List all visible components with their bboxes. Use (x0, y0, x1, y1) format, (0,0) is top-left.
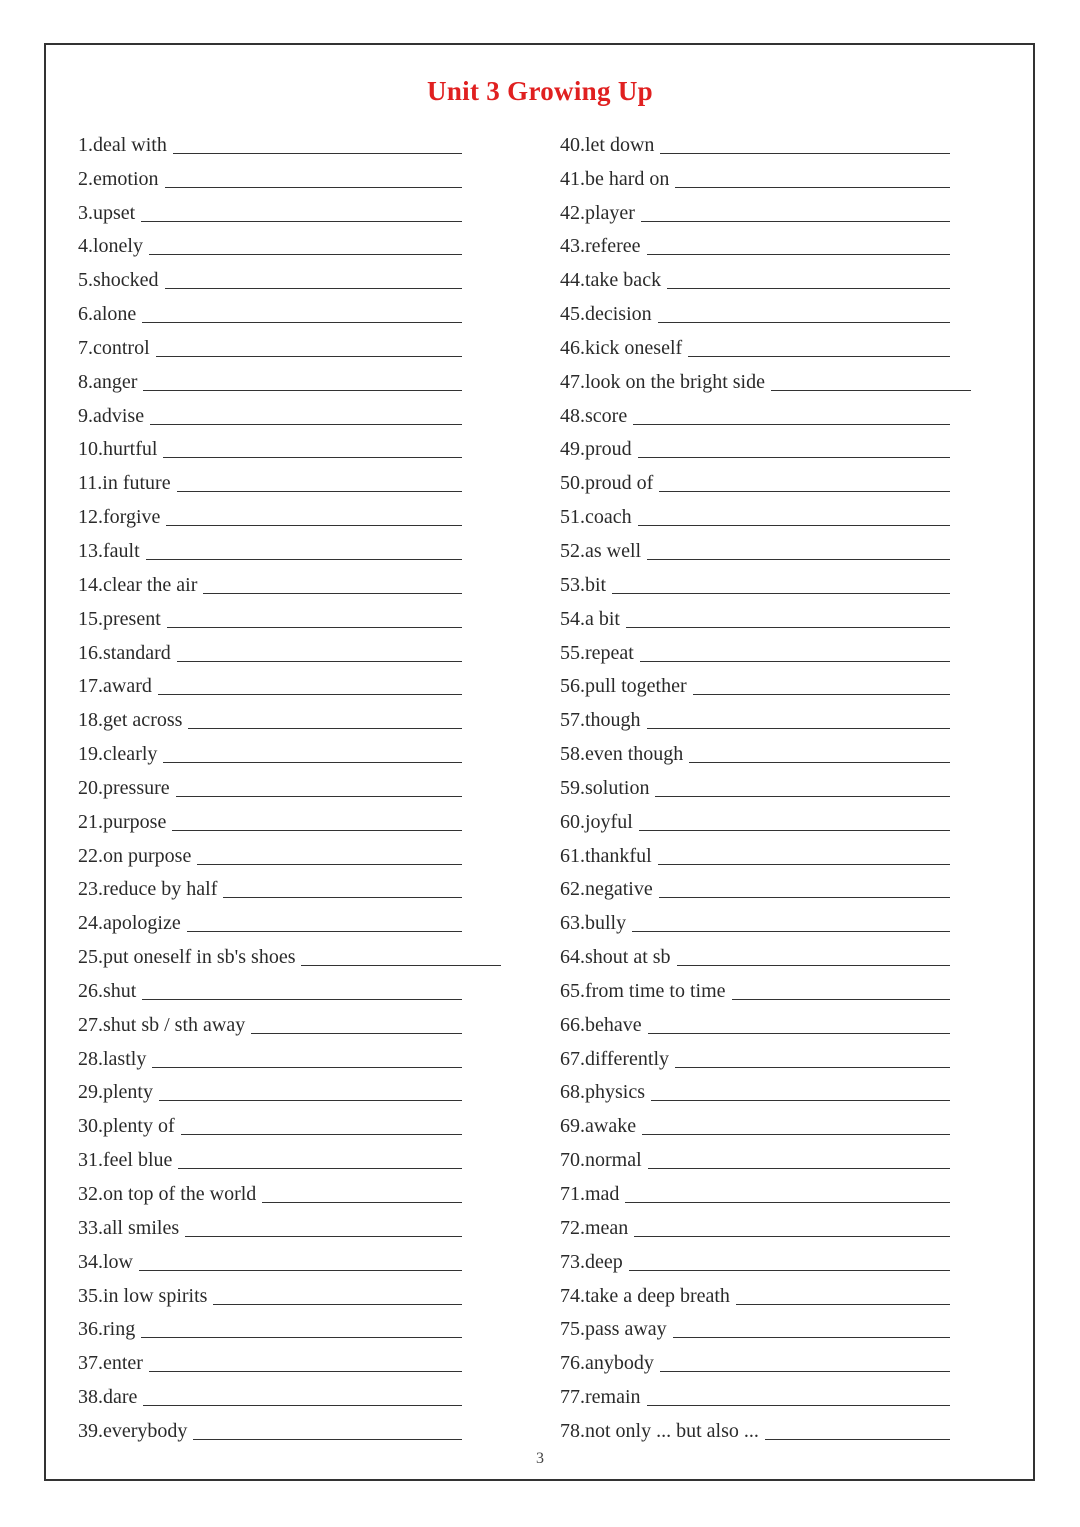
vocab-term: 35.in low spirits (78, 1284, 208, 1307)
vocab-item (560, 229, 971, 263)
vocab-item (560, 195, 971, 229)
vocab-item (78, 229, 501, 263)
vocab-term: 72.mean (560, 1216, 629, 1239)
vocab-term: 13.fault (78, 539, 140, 562)
vocab-item (560, 1007, 971, 1041)
answer-blank[interactable] (146, 558, 462, 560)
answer-blank[interactable] (139, 1269, 462, 1271)
answer-blank[interactable] (732, 998, 950, 1000)
vocab-term: 18.get across (78, 709, 183, 732)
answer-blank[interactable] (765, 1438, 950, 1440)
vocab-term: 28.lastly (78, 1047, 147, 1070)
vocab-item (560, 1379, 971, 1413)
vocab-item (560, 1075, 971, 1109)
vocab-term: 44.take back (560, 269, 662, 292)
answer-blank[interactable] (187, 930, 462, 932)
vocab-item (78, 1007, 501, 1041)
vocab-term: 74.take a deep breath (560, 1284, 730, 1307)
vocab-item (560, 804, 971, 838)
vocab-term: 2.emotion (78, 167, 159, 190)
vocab-item (560, 364, 971, 398)
answer-blank[interactable] (688, 355, 950, 357)
vocab-item (78, 499, 501, 533)
answer-blank[interactable] (251, 1032, 462, 1034)
answer-blank[interactable] (655, 795, 950, 797)
vocab-item (560, 702, 971, 736)
vocab-item (560, 601, 971, 635)
vocab-item (78, 296, 501, 330)
vocab-item (560, 161, 971, 195)
vocab-item (78, 838, 501, 872)
answer-blank[interactable] (156, 355, 462, 357)
vocab-term: 45.decision (560, 303, 652, 326)
answer-blank[interactable] (165, 186, 462, 188)
answer-blank[interactable] (149, 1370, 462, 1372)
vocab-item (560, 1312, 971, 1346)
vocab-item (78, 1278, 501, 1312)
vocab-item (560, 398, 971, 432)
vocab-term: 65.from time to time (560, 979, 726, 1002)
answer-blank[interactable] (639, 829, 950, 831)
vocab-term: 26.shut (78, 979, 137, 1002)
vocab-term: 16.standard (78, 641, 171, 664)
vocab-item (78, 669, 501, 703)
vocab-item (78, 432, 501, 466)
vocab-term: 39.everybody (78, 1419, 188, 1442)
vocab-item (560, 1244, 971, 1278)
answer-blank[interactable] (163, 761, 462, 763)
answer-blank[interactable] (173, 152, 462, 154)
vocab-item (78, 567, 501, 601)
vocab-item (78, 1210, 501, 1244)
vocab-term: 37.enter (78, 1352, 143, 1375)
vocab-term: 15.present (78, 607, 161, 630)
answer-blank[interactable] (658, 321, 950, 323)
answer-blank[interactable] (771, 389, 971, 391)
vocab-term: 11.in future (78, 472, 171, 495)
vocab-item (78, 1244, 501, 1278)
answer-blank[interactable] (651, 1099, 950, 1101)
vocab-item (78, 1075, 501, 1109)
vocab-term: 58.even though (560, 743, 684, 766)
vocab-term: 5.shocked (78, 269, 159, 292)
answer-blank[interactable] (629, 1269, 950, 1271)
vocab-term: 73.deep (560, 1250, 623, 1273)
vocab-term: 30.plenty of (78, 1115, 175, 1138)
vocab-term: 47.look on the bright side (560, 370, 765, 393)
vocab-term: 14.clear the air (78, 573, 198, 596)
answer-blank[interactable] (641, 220, 950, 222)
vocab-item (78, 465, 501, 499)
answer-blank[interactable] (150, 423, 462, 425)
answer-blank[interactable] (163, 456, 462, 458)
vocab-item (560, 1041, 971, 1075)
vocab-term: 71.mad (560, 1183, 620, 1205)
answer-blank[interactable] (141, 220, 462, 222)
vocab-term: 64.shout at sb (560, 946, 671, 969)
vocab-term: 54.a bit (560, 607, 620, 630)
vocab-item (78, 905, 501, 939)
answer-blank[interactable] (223, 896, 462, 898)
vocab-term: 7.control (78, 336, 150, 359)
vocab-item (78, 736, 501, 770)
answer-blank[interactable] (647, 727, 950, 729)
answer-blank[interactable] (626, 626, 950, 628)
vocab-item (78, 1413, 501, 1447)
answer-blank[interactable] (262, 1201, 462, 1203)
answer-blank[interactable] (193, 1438, 462, 1440)
answer-blank[interactable] (177, 660, 462, 662)
vocab-item (560, 296, 971, 330)
answer-blank[interactable] (143, 389, 462, 391)
vocab-item (78, 1108, 501, 1142)
vocab-item (78, 702, 501, 736)
answer-blank[interactable] (181, 1133, 462, 1135)
answer-blank[interactable] (640, 660, 950, 662)
vocab-item (560, 939, 971, 973)
answer-blank[interactable] (301, 964, 501, 966)
answer-blank[interactable] (149, 253, 462, 255)
answer-blank[interactable] (693, 693, 950, 695)
vocab-term: 40.let down (560, 133, 655, 156)
answer-blank[interactable] (142, 321, 462, 323)
answer-blank[interactable] (642, 1133, 950, 1135)
vocab-term: 46.kick oneself (560, 336, 683, 359)
vocab-term: 31.feel blue (78, 1149, 173, 1172)
vocab-item (78, 1345, 501, 1379)
answer-blank[interactable] (633, 423, 950, 425)
answer-blank[interactable] (165, 287, 462, 289)
vocab-item (78, 1379, 501, 1413)
vocab-item (560, 1210, 971, 1244)
vocab-item (78, 195, 501, 229)
answer-blank[interactable] (673, 1336, 950, 1338)
answer-blank[interactable] (658, 863, 950, 865)
vocab-term: 3.upset (78, 201, 136, 224)
answer-blank[interactable] (176, 795, 462, 797)
vocab-term: 78.not only ... but also ... (560, 1419, 759, 1442)
answer-blank[interactable] (638, 524, 950, 526)
vocab-item (560, 770, 971, 804)
page-title: Unit 3 Growing Up (427, 76, 653, 106)
vocab-term: 10.hurtful (78, 438, 158, 461)
vocab-item (560, 330, 971, 364)
answer-blank[interactable] (647, 558, 950, 560)
vocab-term: 20.pressure (78, 776, 170, 799)
vocab-item (78, 804, 501, 838)
answer-blank[interactable] (213, 1303, 462, 1305)
answer-blank[interactable] (166, 524, 462, 526)
vocab-term: 49.proud (560, 438, 632, 461)
answer-blank[interactable] (197, 863, 462, 865)
vocab-term: 6.alone (78, 303, 137, 326)
vocab-item (560, 1176, 971, 1210)
answer-blank[interactable] (647, 1404, 950, 1406)
vocab-term: 57.though (560, 709, 641, 732)
vocab-item (560, 533, 971, 567)
vocab-item (78, 635, 501, 669)
answer-blank[interactable] (675, 186, 950, 188)
vocab-term: 43.referee (560, 235, 641, 258)
answer-blank[interactable] (612, 592, 950, 594)
answer-blank[interactable] (667, 287, 950, 289)
vocab-item (78, 262, 501, 296)
vocab-term: 76.anybody (560, 1352, 654, 1375)
answer-blank[interactable] (142, 998, 462, 1000)
vocab-item (560, 432, 971, 466)
answer-blank[interactable] (647, 253, 951, 255)
vocab-item (78, 1041, 501, 1075)
vocab-item (560, 1345, 971, 1379)
vocab-item (560, 669, 971, 703)
answer-blank[interactable] (660, 152, 950, 154)
answer-blank[interactable] (675, 1066, 950, 1068)
vocab-term: 55.repeat (560, 641, 634, 664)
page-number: 3 (536, 1450, 544, 1467)
vocab-term: 51.coach (560, 506, 632, 529)
vocab-term: 4.lonely (78, 235, 143, 258)
vocab-term: 56.pull together (560, 675, 687, 698)
vocab-term: 8.anger (78, 370, 138, 393)
vocab-term: 21.purpose (78, 810, 167, 833)
answer-blank[interactable] (648, 1032, 950, 1034)
answer-blank[interactable] (152, 1066, 462, 1068)
vocab-term: 68.physics (560, 1081, 645, 1104)
answer-blank[interactable] (625, 1201, 950, 1203)
answer-blank[interactable] (141, 1336, 462, 1338)
vocab-term: 70.normal (560, 1149, 642, 1172)
vocab-term: 75.pass away (560, 1318, 667, 1341)
answer-blank[interactable] (167, 626, 462, 628)
answer-blank[interactable] (188, 727, 462, 729)
vocab-list-right (560, 127, 971, 1447)
vocab-term: 17.award (78, 675, 152, 698)
vocab-item (78, 939, 501, 973)
vocab-term: 33.all smiles (78, 1216, 180, 1239)
vocab-term: 12.forgive (78, 506, 161, 529)
vocab-item (78, 770, 501, 804)
vocab-item (78, 364, 501, 398)
vocab-item (560, 262, 971, 296)
answer-blank[interactable] (159, 1099, 462, 1101)
answer-blank[interactable] (736, 1303, 950, 1305)
vocab-item (78, 1312, 501, 1346)
vocab-item (78, 872, 501, 906)
vocab-item (560, 1108, 971, 1142)
answer-blank[interactable] (143, 1404, 462, 1406)
vocab-term: 52.as well (560, 539, 642, 562)
answer-blank[interactable] (203, 592, 462, 594)
vocab-item (560, 736, 971, 770)
vocab-term: 69.awake (560, 1115, 637, 1138)
vocab-item (560, 635, 971, 669)
vocab-item (560, 973, 971, 1007)
vocab-term: 24.apologize (78, 912, 181, 935)
vocab-term: 61.thankful (560, 844, 652, 867)
vocab-item (78, 973, 501, 1007)
vocab-term: 50.proud of (560, 472, 654, 495)
vocab-term: 63.bully (560, 912, 627, 935)
vocab-item (560, 465, 971, 499)
vocab-item (78, 1176, 501, 1210)
vocab-term: 1.deal with (78, 133, 167, 156)
answer-blank[interactable] (634, 1235, 950, 1237)
answer-blank[interactable] (632, 930, 950, 932)
vocab-term: 9.advise (78, 404, 145, 427)
vocab-item (560, 499, 971, 533)
vocab-term: 29.plenty (78, 1081, 153, 1104)
vocab-item (78, 330, 501, 364)
vocab-item (78, 127, 501, 161)
vocab-item (78, 161, 501, 195)
vocab-item (560, 838, 971, 872)
vocab-term: 41.be hard on (560, 167, 670, 190)
answer-blank[interactable] (660, 1370, 950, 1372)
vocab-term: 36.ring (78, 1318, 136, 1341)
answer-blank[interactable] (178, 1167, 462, 1169)
answer-blank[interactable] (172, 829, 462, 831)
vocab-item (560, 1142, 971, 1176)
answer-blank[interactable] (158, 693, 462, 695)
vocab-term: 32.on top of the world (78, 1183, 257, 1205)
vocab-term: 77.remain (560, 1386, 641, 1409)
vocab-term: 23.reduce by half (78, 878, 218, 901)
vocab-term: 62.negative (560, 878, 653, 901)
vocab-item (78, 398, 501, 432)
answer-blank[interactable] (177, 490, 462, 492)
vocab-item (560, 127, 971, 161)
answer-blank[interactable] (677, 964, 950, 966)
vocab-term: 60.joyful (560, 810, 633, 833)
vocab-term: 66.behave (560, 1013, 642, 1036)
answer-blank[interactable] (638, 456, 950, 458)
answer-blank[interactable] (659, 896, 950, 898)
vocab-term: 22.on purpose (78, 844, 192, 867)
answer-blank[interactable] (659, 490, 950, 492)
vocab-term: 48.score (560, 404, 628, 427)
vocab-item (560, 872, 971, 906)
vocab-item (560, 567, 971, 601)
vocab-item (560, 905, 971, 939)
vocab-list-left (78, 127, 501, 1447)
answer-blank[interactable] (689, 761, 950, 763)
vocab-item (78, 1142, 501, 1176)
vocab-term: 67.differently (560, 1047, 670, 1070)
vocab-item (560, 1413, 971, 1447)
vocab-item (560, 1278, 971, 1312)
vocab-item (78, 533, 501, 567)
vocab-term: 27.shut sb / sth away (78, 1013, 246, 1036)
vocab-term: 34.low (78, 1250, 133, 1273)
vocab-term: 42.player (560, 201, 635, 224)
answer-blank[interactable] (185, 1235, 462, 1237)
vocab-term: 25.put oneself in sb's shoes (78, 946, 296, 969)
answer-blank[interactable] (648, 1167, 950, 1169)
vocab-term: 59.solution (560, 776, 650, 799)
vocab-term: 38.dare (78, 1386, 138, 1409)
vocab-term: 19.clearly (78, 743, 158, 766)
vocab-item (78, 601, 501, 635)
vocab-term: 53.bit (560, 573, 607, 596)
